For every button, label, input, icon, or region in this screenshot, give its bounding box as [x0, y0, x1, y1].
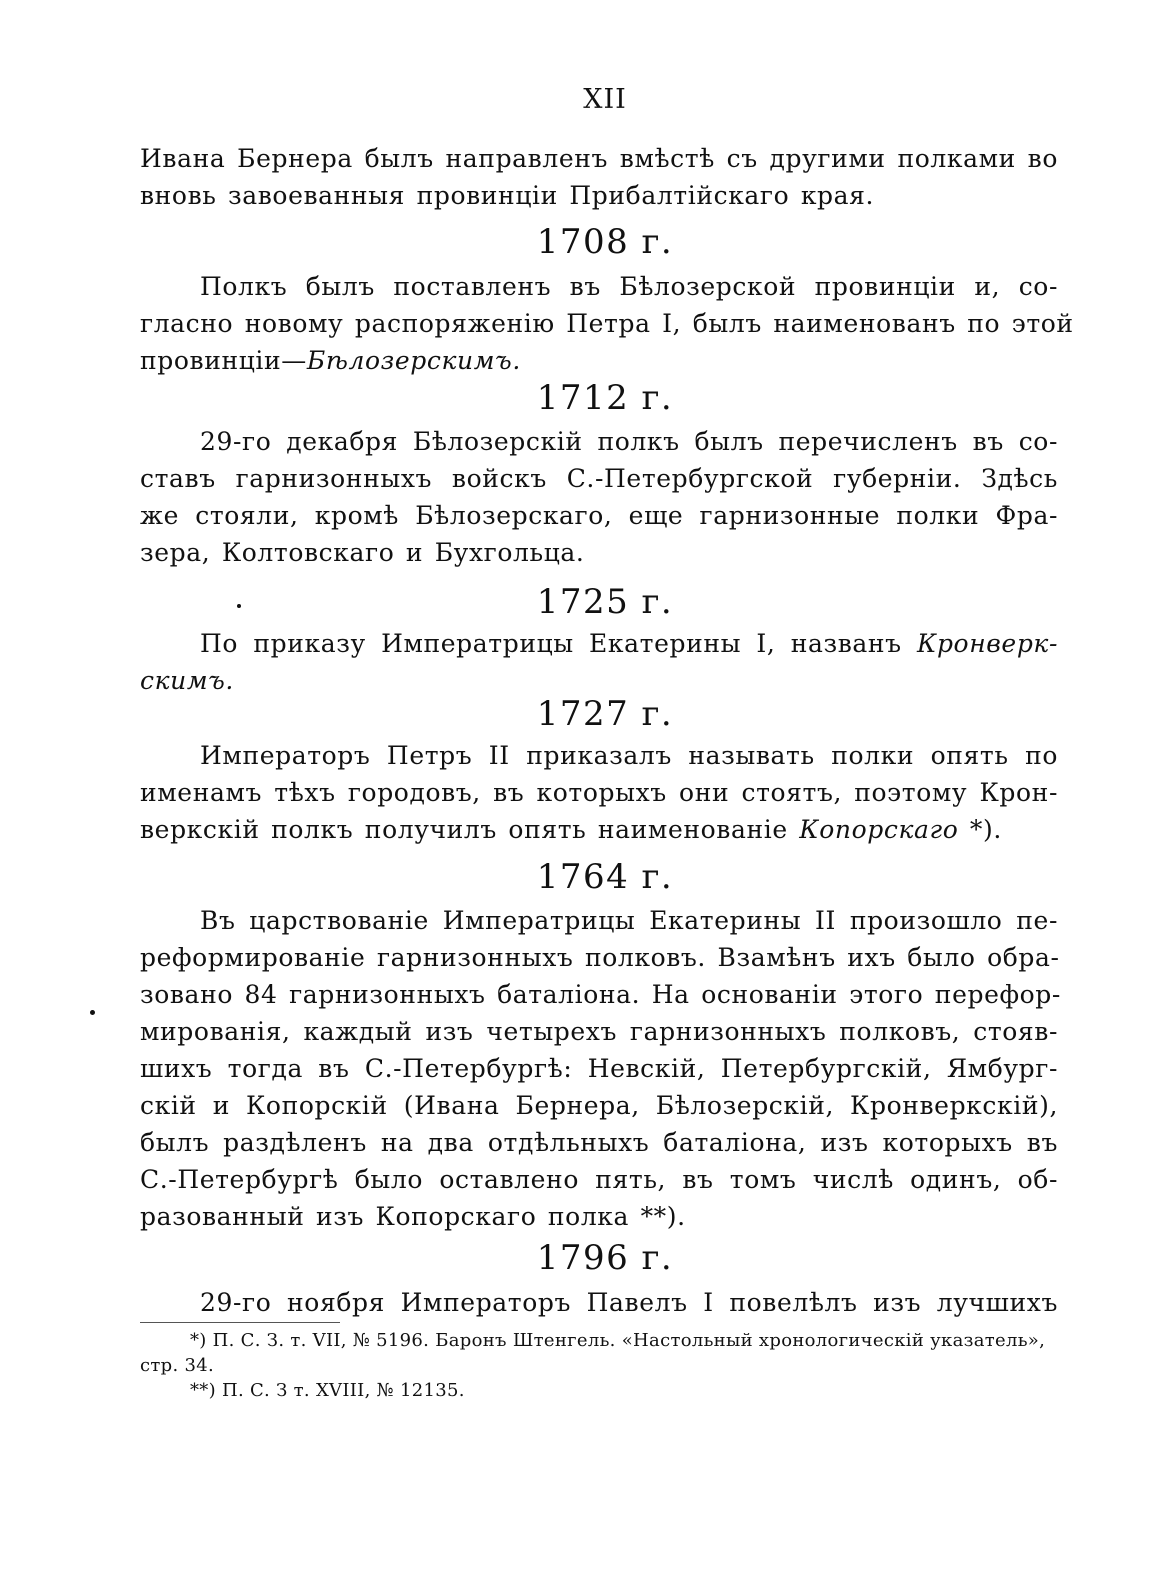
- text-line: реформированіе гарнизонныхъ полковъ. Взамѣнъ ихъ было обра-: [140, 943, 1060, 972]
- page-number: XII: [583, 84, 627, 115]
- footnote-reference: *).: [958, 815, 1002, 844]
- text-line: Императоръ Петръ II приказалъ называть полки опять по: [200, 741, 1058, 770]
- section-paragraph: [140, 423, 1058, 571]
- print-speck: [237, 604, 241, 608]
- italic-regiment-name: Кронверк-: [917, 629, 1058, 658]
- italic-regiment-name: скимъ.: [140, 666, 234, 695]
- section-year-heading: 1796 г.: [536, 1238, 674, 1278]
- section-year-heading: 1725 г.: [536, 582, 674, 622]
- text-line: мированія, каждый изъ четырехъ гарнизонныхъ полковъ, стояв-: [140, 1017, 1058, 1046]
- italic-regiment-name: Бѣлозерскимъ.: [306, 346, 521, 375]
- text-line: Ивана Бернера былъ направленъ вмѣстѣ съ другими полками во: [140, 144, 1058, 173]
- text-line: же стояли, кромѣ Бѣлозерскаго, еще гарнизонные полки Фра-: [140, 501, 1058, 530]
- italic-regiment-name: Копорскаго: [799, 815, 959, 844]
- text-line: [140, 625, 1058, 662]
- section-paragraph: [140, 1284, 1058, 1321]
- footnote-divider: [140, 1322, 340, 1323]
- text-fragment: веркскій полкъ получилъ опять наименованіе: [140, 815, 800, 844]
- text-line: скій и Копорскій (Ивана Бернера, Бѣлозерскій, Кронверкскій),: [140, 1091, 1058, 1120]
- intro-paragraph: [140, 140, 1058, 214]
- footnotes: [140, 1328, 1058, 1403]
- section-paragraph: [140, 737, 1058, 848]
- footnote-line: **) П. С. З т. XVIII, № 12135.: [190, 1380, 465, 1401]
- text-line: зовано 84 гарнизонныхъ баталіона. На основаніи этого перефор-: [140, 980, 1061, 1009]
- section-year-heading: 1708 г.: [536, 222, 674, 262]
- footnote-line: стр. 34.: [140, 1355, 215, 1376]
- text-line: ставъ гарнизонныхъ войскъ С.-Петербургской губерніи. Здѣсь: [140, 464, 1058, 493]
- section-paragraph: [140, 268, 1074, 379]
- text-fragment: По приказу Императрицы Екатерины I, названъ: [200, 629, 917, 658]
- text-line: [140, 342, 1058, 379]
- print-speck: [90, 1010, 95, 1015]
- section-year-heading: 1712 г.: [536, 378, 674, 418]
- section-paragraph: [140, 625, 1058, 699]
- text-fragment: провинціи—: [140, 346, 307, 375]
- text-line: разованный изъ Копорскаго полка **).: [140, 1202, 686, 1231]
- text-line: 29-го декабря Бѣлозерскій полкъ былъ перечисленъ въ со-: [200, 427, 1058, 456]
- section-year-heading: 1727 г.: [536, 694, 674, 734]
- text-line: вновь завоеванныя провинціи Прибалтійскаго края.: [140, 181, 875, 210]
- text-line: былъ раздѣленъ на два отдѣльныхъ баталіона, изъ которыхъ въ: [140, 1128, 1058, 1157]
- footnote-line: *) П. С. З. т. VII, № 5196. Баронъ Штенгель. «Настольный хронологическій указатель»,: [190, 1330, 1046, 1351]
- text-line: именамъ тѣхъ городовъ, въ которыхъ они стоятъ, поэтому Крон-: [140, 778, 1058, 807]
- text-line: 29-го ноября Императоръ Павелъ I повелѣлъ изъ лучшихъ: [200, 1288, 1058, 1317]
- text-line: шихъ тогда въ С.-Петербургѣ: Невскій, Петербургскій, Ямбург-: [140, 1054, 1058, 1083]
- section-year-heading: 1764 г.: [536, 857, 674, 897]
- text-line: Полкъ былъ поставленъ въ Бѣлозерской провинціи и, со-: [200, 272, 1058, 301]
- text-line: С.-Петербургѣ было оставлено пять, въ томъ числѣ одинъ, об-: [140, 1165, 1058, 1194]
- text-line: [140, 811, 1058, 848]
- text-line: гласно новому распоряженію Петра I, былъ наименованъ по этой: [140, 309, 1074, 338]
- section-paragraph: [140, 902, 1061, 1235]
- text-line: Въ царствованіе Императрицы Екатерины II произошло пе-: [200, 906, 1058, 935]
- text-line: зера, Колтовскаго и Бухгольца.: [140, 538, 585, 567]
